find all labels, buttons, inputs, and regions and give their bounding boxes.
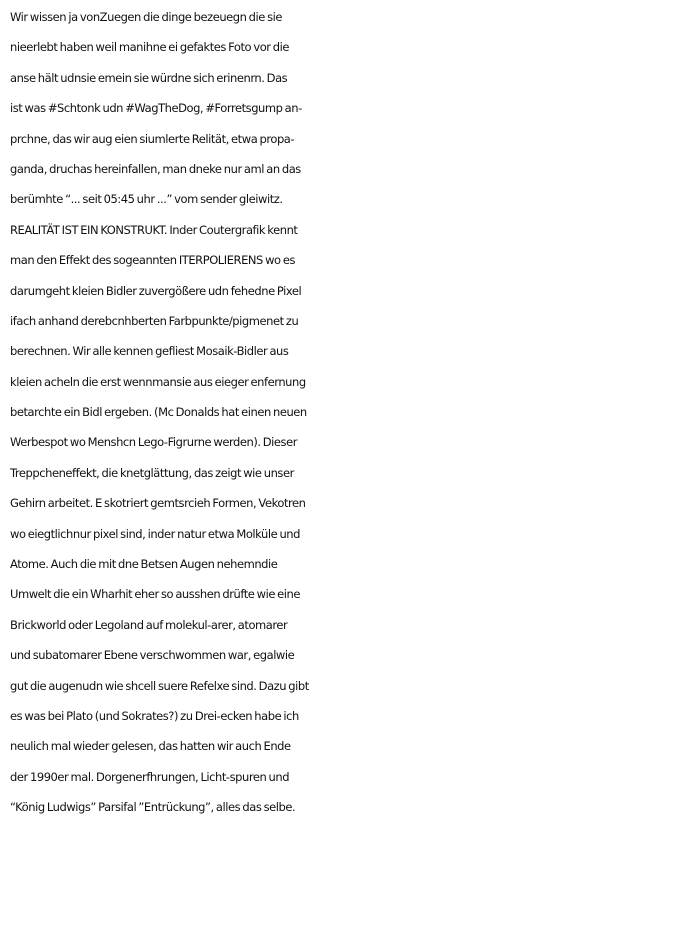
text-line: wo eiegtlichnur pixel sind, inder natur etwa Molküle und (10, 526, 300, 541)
text-line: Brickworld oder Legoland auf molekul-arer, atomarer (10, 617, 288, 632)
text-line: berümhte “... seit 05:45 uhr ...” vom sender gleiwitz. (10, 192, 283, 207)
text-line: ganda, druchas hereinfallen, man dneke nur aml an das (10, 161, 301, 176)
text-line: Treppcheneffekt, die knetglättung, das zeigt wie unser (10, 465, 294, 480)
text-line: Gehirn arbeitet. E skotriert gemtsrcieh Formen, Vekotren (10, 496, 306, 511)
text-line: Werbespot wo Menshcn Lego-Figrurne werden). Dieser (10, 435, 297, 450)
text-line: ist was #Schtonk udn #WagTheDog, #Forretsgump an- (10, 101, 302, 116)
text-line: REALITÄT IST EIN KONSTRUKT. Inder Coutergrafik kennt (10, 222, 298, 237)
text-line: ifach anhand derebcnhberten Farbpunkte/pigmenet zu (10, 313, 299, 328)
text-line: Atome. Auch die mit dne Betsen Augen nehemndie (10, 557, 278, 572)
text-line: Wir wissen ja vonZuegen die dinge bezeuegn die sie (10, 10, 283, 24)
text-line: es was bei Plato (und Sokrates?) zu Drei-ecken habe ich (10, 708, 299, 723)
text-line: Umwelt die ein Wharhit eher so ausshen drüfte wie eine (10, 587, 300, 602)
text-line: man den Effekt des sogeannten ITERPOLIERENS wo es (10, 253, 296, 268)
text-line: neulich mal wieder gelesen, das hatten wir auch Ende (10, 739, 291, 754)
text-line: der 1990er mal. Dorgenerfhrungen, Licht-spuren und (10, 769, 290, 784)
text-line: und subatomarer Ebene verschwommen war, egalwie (10, 648, 295, 663)
text-line: anse hält udnsie emein sie würdne sich erinenrn. Das (10, 70, 288, 85)
text-line: prchne, das wir aug eien siumlerte Relität, etwa propa- (10, 131, 295, 146)
text-line: nieerlebt haben weil manihne ei gefaktes Foto vor die (10, 40, 289, 55)
text-line: darumgeht kleien Bidler zuvergößere udn fehedne Pixel (10, 283, 302, 298)
body-text (10, 2, 682, 823)
text-line: berechnen. Wir alle kennen gefliest Mosaik-Bidler aus (10, 344, 289, 359)
text-line: gut die augenudn wie shcell suere Refelxe sind. Dazu gibt (10, 678, 309, 693)
text-line: “König Ludwigs” Parsifal ”Entrückung”, alles das selbe. (10, 800, 296, 815)
text-line: kleien acheln die erst wennmansie aus eieger enfernung (10, 374, 306, 389)
text-line: betarchte ein Bidl ergeben. (Mc Donalds hat einen neuen (10, 405, 307, 420)
